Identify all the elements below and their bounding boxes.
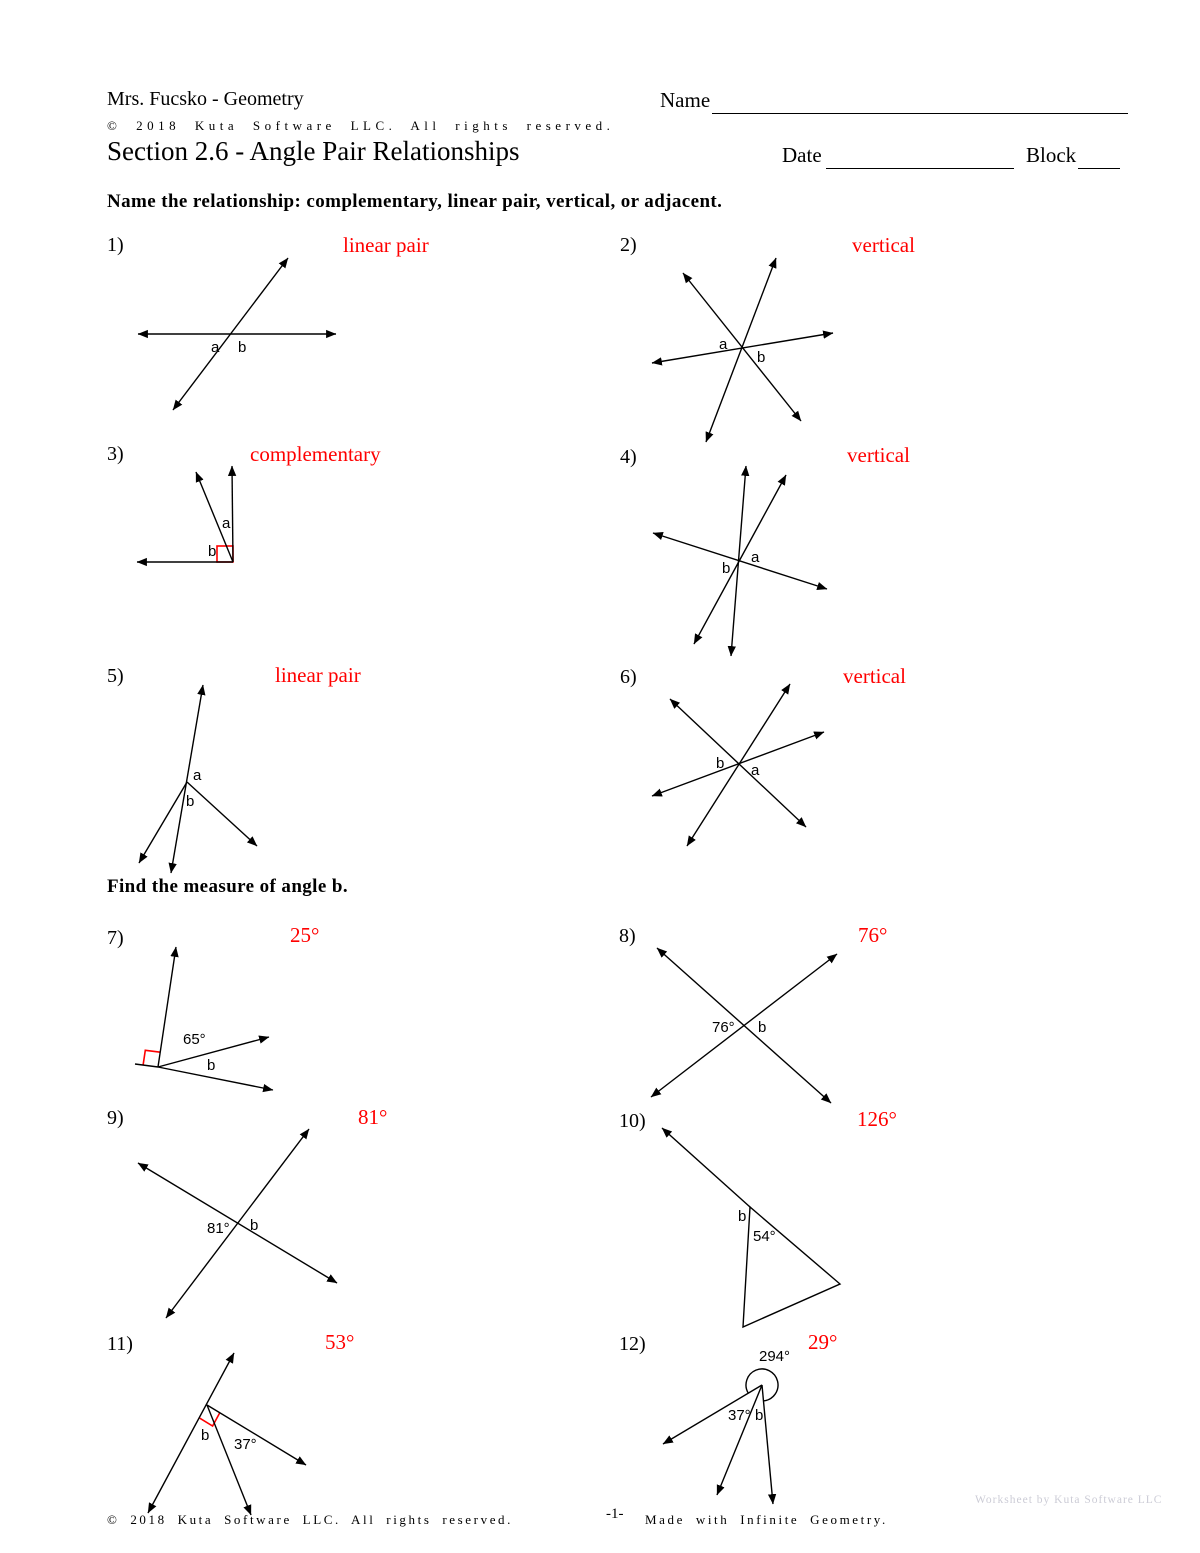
section1-instruction: Name the relationship: complementary, linear pair, vertical, or adjacent.	[107, 191, 723, 212]
problem-4-diagram	[653, 466, 827, 656]
name-label: Name	[660, 88, 711, 112]
p11-main-line	[148, 1353, 234, 1513]
p7-up-ray	[158, 947, 176, 1067]
p3-up-ray	[232, 466, 233, 562]
problem-10-answer: 126°	[857, 1107, 897, 1131]
header-copyright: © 2018 Kuta Software LLC. All rights reserved.	[107, 118, 615, 133]
problem-5-number: 5)	[107, 665, 124, 687]
problem-7-number: 7)	[107, 927, 124, 949]
problem-1-answer: linear pair	[343, 233, 429, 257]
p7-angle-b-label: b	[207, 1057, 216, 1074]
section2-instruction: Find the measure of angle b.	[107, 876, 348, 897]
p2-line-2	[683, 273, 801, 421]
problem-6-answer: vertical	[843, 664, 906, 688]
problem-11-diagram	[148, 1353, 306, 1515]
p8-angle-b-label: b	[758, 1019, 767, 1036]
problem-8-number: 8)	[619, 925, 636, 947]
problem-11-number: 11)	[107, 1333, 133, 1355]
p6-line-2	[670, 699, 806, 827]
p7-lower-right-ray	[158, 1067, 273, 1090]
p6-line-1	[687, 684, 790, 846]
problem-10-number: 10)	[619, 1110, 646, 1132]
p11-given-angle-label: 37°	[234, 1436, 257, 1453]
p4-line-2	[694, 475, 786, 644]
p11-down-right-ray	[207, 1405, 306, 1465]
p10-angle-b-label: b	[738, 1208, 747, 1225]
problem-2-diagram	[652, 258, 833, 442]
p8-given-angle-label: 76°	[712, 1019, 735, 1036]
teacher-name: Mrs. Fucsko - Geometry	[107, 88, 304, 110]
problem-3-answer: complementary	[250, 442, 381, 466]
problem-9-answer: 81°	[358, 1105, 388, 1129]
p12-reflex-angle-arc	[746, 1369, 778, 1401]
problem-9-number: 9)	[107, 1107, 124, 1129]
block-label: Block	[1026, 143, 1077, 167]
page-title: Section 2.6 - Angle Pair Relationships	[107, 136, 520, 166]
p8-line-2	[651, 954, 837, 1097]
problem-3-number: 3)	[107, 443, 124, 465]
problem-12-answer: 29°	[808, 1330, 838, 1354]
problem-2-answer: vertical	[852, 233, 915, 257]
p2-line-3	[652, 333, 833, 363]
p7-right-angle-mark	[143, 1050, 160, 1065]
p11-down-ray	[207, 1405, 251, 1515]
problem-1-number: 1)	[107, 234, 124, 256]
p9-angle-b-label: b	[250, 1217, 259, 1234]
p6-angle-b-label: b	[716, 755, 725, 772]
page-number: -1-	[606, 1506, 624, 1522]
p2-line-1	[706, 258, 776, 442]
problem-9-diagram	[138, 1129, 337, 1318]
p5-down-right-ray	[187, 782, 257, 846]
p7-given-angle-label: 65°	[183, 1031, 206, 1048]
p6-line-3	[652, 732, 824, 796]
p10-up-left-ray	[662, 1128, 750, 1207]
p2-angle-a-label: a	[719, 336, 728, 353]
problem-6-diagram	[652, 684, 824, 846]
p4-angle-b-label: b	[722, 560, 731, 577]
problem-5-answer: linear pair	[275, 663, 361, 687]
p12-given-angle-label: 37°	[728, 1407, 751, 1424]
problem-5-diagram	[139, 685, 257, 873]
p12-angle-b-label: b	[755, 1407, 764, 1424]
p12-right-ray	[762, 1385, 773, 1504]
p11-right-angle-mark	[200, 1413, 220, 1426]
p4-angle-a-label: a	[751, 549, 760, 566]
footer-copyright: © 2018 Kuta Software LLC. All rights reserved.	[107, 1512, 514, 1527]
problem-8-diagram	[651, 948, 837, 1103]
problem-10-diagram	[662, 1128, 840, 1327]
p3-angle-a-label: a	[222, 515, 231, 532]
problem-1-diagram	[138, 258, 336, 410]
problem-11-answer: 53°	[325, 1330, 355, 1354]
p2-angle-b-label: b	[757, 349, 766, 366]
problem-6-number: 6)	[620, 666, 637, 688]
p9-given-angle-label: 81°	[207, 1220, 230, 1237]
problem-7-diagram	[135, 947, 273, 1090]
problem-4-number: 4)	[620, 446, 637, 468]
p6-angle-a-label: a	[751, 762, 760, 779]
p7-left-segment	[135, 1064, 158, 1067]
p11-angle-b-label: b	[201, 1427, 210, 1444]
p10-triangle	[743, 1207, 840, 1327]
problem-12-number: 12)	[619, 1333, 646, 1355]
p9-line-2	[138, 1163, 337, 1283]
p3-angle-b-label: b	[208, 543, 217, 560]
problem-7-answer: 25°	[290, 923, 320, 947]
p3-right-angle-mark	[217, 546, 233, 562]
problem-4-answer: vertical	[847, 443, 910, 467]
p5-angle-b-label: b	[186, 793, 195, 810]
p1-angle-a-label: a	[211, 339, 220, 356]
p10-given-angle-label: 54°	[753, 1228, 776, 1245]
problem-8-answer: 76°	[858, 923, 888, 947]
p12-reflex-angle-label: 294°	[759, 1348, 791, 1365]
problem-12-diagram	[663, 1348, 790, 1504]
date-label: Date	[782, 143, 822, 167]
problem-2-number: 2)	[620, 234, 637, 256]
p5-angle-a-label: a	[193, 767, 202, 784]
problem-3-diagram	[137, 466, 233, 562]
watermark: Worksheet by Kuta Software LLC	[975, 1494, 1163, 1506]
p1-angle-b-label: b	[238, 339, 247, 356]
made-with-note: Made with Infinite Geometry.	[645, 1512, 888, 1527]
p12-middle-ray	[717, 1385, 762, 1495]
